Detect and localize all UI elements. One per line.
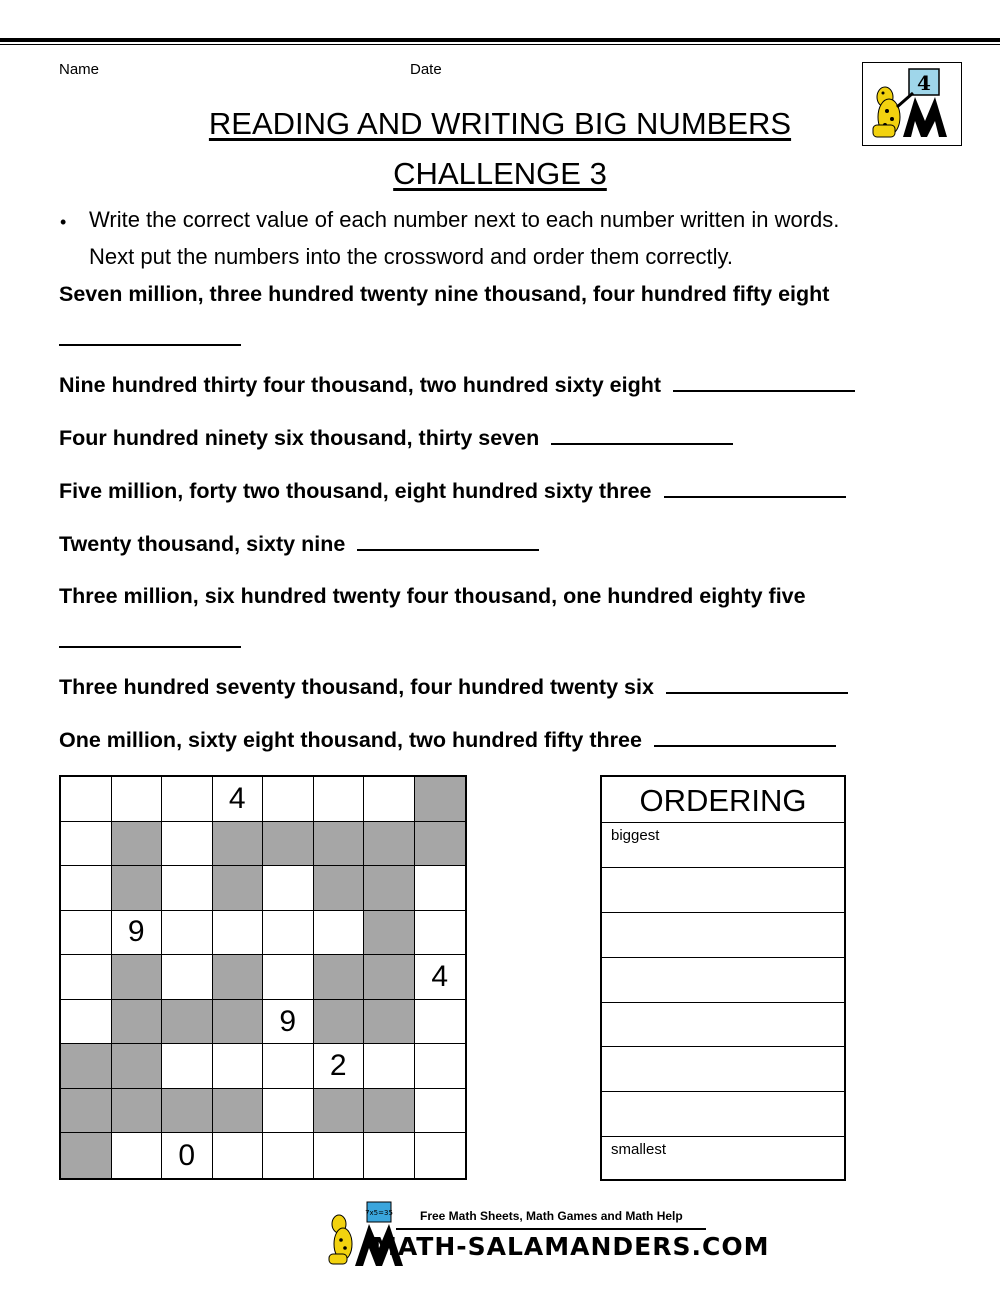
- crossword-cell[interactable]: [415, 911, 466, 956]
- page-title: READING AND WRITING BIG NUMBERS: [208, 106, 792, 141]
- crossword-cell[interactable]: [263, 955, 314, 1000]
- question-2: Nine hundred thirty four thousand, two hundred sixty eight: [59, 372, 855, 398]
- shaded-cell: [61, 1089, 112, 1134]
- question-3: Four hundred ninety six thousand, thirty seven: [59, 425, 733, 451]
- crossword-cell[interactable]: [162, 866, 213, 911]
- answer-line-2[interactable]: [673, 372, 855, 392]
- crossword-cell[interactable]: [314, 777, 365, 822]
- answer-line-1[interactable]: [59, 326, 241, 346]
- svg-text:7x5=35: 7x5=35: [365, 1209, 393, 1217]
- svg-text:4: 4: [917, 71, 931, 95]
- top-rule-thin: [0, 44, 1000, 45]
- crossword-cell[interactable]: [263, 1089, 314, 1134]
- crossword-cell[interactable]: [213, 1044, 264, 1089]
- given-digit-cell: 4: [415, 955, 466, 1000]
- shaded-cell: [213, 955, 264, 1000]
- crossword-cell[interactable]: [61, 777, 112, 822]
- crossword-grid: [59, 775, 467, 1180]
- ordering-row[interactable]: [602, 1092, 844, 1137]
- ordering-row[interactable]: [602, 958, 844, 1003]
- given-digit-cell: 9: [112, 911, 163, 956]
- shaded-cell: [112, 822, 163, 867]
- shaded-cell: [364, 955, 415, 1000]
- ordering-row[interactable]: [602, 1003, 844, 1048]
- crossword-cell[interactable]: [112, 777, 163, 822]
- crossword-cell[interactable]: [364, 777, 415, 822]
- crossword-cell[interactable]: [162, 822, 213, 867]
- shaded-cell: [364, 1089, 415, 1134]
- ordering-title: ORDERING: [602, 777, 844, 823]
- crossword-cell[interactable]: [415, 1133, 466, 1178]
- smallest-label: smallest: [611, 1141, 667, 1159]
- crossword-cell[interactable]: [61, 1000, 112, 1045]
- ordering-row[interactable]: [602, 823, 844, 868]
- crossword-cell[interactable]: [263, 1133, 314, 1178]
- instruction-line-1: Write the correct value of each number next to each number written in words.: [89, 207, 840, 232]
- answer-line-6[interactable]: [59, 628, 241, 648]
- answer-line-7[interactable]: [666, 674, 848, 694]
- shaded-cell: [314, 822, 365, 867]
- shaded-cell: [314, 955, 365, 1000]
- crossword-cell[interactable]: [61, 822, 112, 867]
- answer-line-4[interactable]: [664, 478, 846, 498]
- crossword-cell[interactable]: [263, 866, 314, 911]
- shaded-cell: [112, 866, 163, 911]
- crossword-cell[interactable]: [162, 777, 213, 822]
- given-digit-cell: 0: [162, 1133, 213, 1178]
- shaded-cell: [112, 1044, 163, 1089]
- footer-tagline: Free Math Sheets, Math Games and Math Help: [420, 1209, 683, 1223]
- given-digit-cell: 4: [213, 777, 264, 822]
- shaded-cell: [364, 866, 415, 911]
- shaded-cell: [314, 1089, 365, 1134]
- shaded-cell: [364, 822, 415, 867]
- crossword-cell[interactable]: [162, 911, 213, 956]
- page-subtitle: CHALLENGE 3: [393, 156, 607, 191]
- crossword-cell[interactable]: [61, 955, 112, 1000]
- crossword-cell[interactable]: [364, 1133, 415, 1178]
- question-6: Three million, six hundred twenty four thousand, one hundred eighty five: [59, 584, 806, 608]
- bullet-icon: •: [60, 212, 67, 232]
- crossword-cell[interactable]: [415, 1000, 466, 1045]
- shaded-cell: [61, 1044, 112, 1089]
- date-label: Date: [410, 61, 442, 78]
- ordering-box: [600, 775, 846, 1181]
- top-rule: [0, 38, 1000, 42]
- crossword-cell[interactable]: [415, 1089, 466, 1134]
- shaded-cell: [213, 822, 264, 867]
- crossword-cell[interactable]: [364, 1044, 415, 1089]
- instruction-line-2: Next put the numbers into the crossword and order them correctly.: [89, 244, 733, 269]
- answer-line-5[interactable]: [357, 531, 539, 551]
- question-1: Seven million, three hundred twenty nine thousand, four hundred fifty eight: [59, 282, 830, 306]
- crossword-cell[interactable]: [263, 1044, 314, 1089]
- footer-rule: [396, 1228, 706, 1230]
- crossword-cell[interactable]: [162, 955, 213, 1000]
- question-5: Twenty thousand, sixty nine: [59, 531, 539, 557]
- question-8: One million, sixty eight thousand, two hundred fifty three: [59, 727, 836, 753]
- crossword-cell[interactable]: [314, 911, 365, 956]
- answer-line-8[interactable]: [654, 727, 836, 747]
- name-label: Name: [59, 61, 100, 78]
- crossword-cell[interactable]: [112, 1133, 163, 1178]
- given-digit-cell: 9: [263, 1000, 314, 1045]
- crossword-cell[interactable]: [415, 866, 466, 911]
- crossword-cell[interactable]: [162, 1044, 213, 1089]
- crossword-cell[interactable]: [263, 911, 314, 956]
- shaded-cell: [263, 822, 314, 867]
- shaded-cell: [213, 866, 264, 911]
- crossword-cell[interactable]: [213, 1133, 264, 1178]
- ordering-row[interactable]: [602, 868, 844, 913]
- crossword-cell[interactable]: [61, 866, 112, 911]
- shaded-cell: [61, 1133, 112, 1178]
- shaded-cell: [364, 911, 415, 956]
- ordering-row[interactable]: [602, 1047, 844, 1092]
- shaded-cell: [213, 1089, 264, 1134]
- answer-line-3[interactable]: [551, 425, 733, 445]
- crossword-cell[interactable]: [263, 777, 314, 822]
- given-digit-cell: 2: [314, 1044, 365, 1089]
- shaded-cell: [162, 1089, 213, 1134]
- crossword-cell[interactable]: [61, 911, 112, 956]
- footer-site[interactable]: MATH-SALAMANDERS.COM: [372, 1232, 770, 1261]
- shaded-cell: [213, 1000, 264, 1045]
- shaded-cell: [415, 822, 466, 867]
- shaded-cell: [112, 1000, 163, 1045]
- crossword-cell[interactable]: [314, 1133, 365, 1178]
- shaded-cell: [162, 1000, 213, 1045]
- crossword-cell[interactable]: [213, 911, 264, 956]
- shaded-cell: [314, 866, 365, 911]
- ordering-row[interactable]: [602, 1137, 844, 1182]
- shaded-cell: [112, 1089, 163, 1134]
- question-7: Three hundred seventy thousand, four hundred twenty six: [59, 674, 848, 700]
- shaded-cell: [415, 777, 466, 822]
- biggest-label: biggest: [611, 827, 660, 844]
- shaded-cell: [364, 1000, 415, 1045]
- shaded-cell: [112, 955, 163, 1000]
- crossword-cell[interactable]: [415, 1044, 466, 1089]
- shaded-cell: [314, 1000, 365, 1045]
- ordering-row[interactable]: [602, 913, 844, 958]
- question-4: Five million, forty two thousand, eight hundred sixty three: [59, 478, 846, 504]
